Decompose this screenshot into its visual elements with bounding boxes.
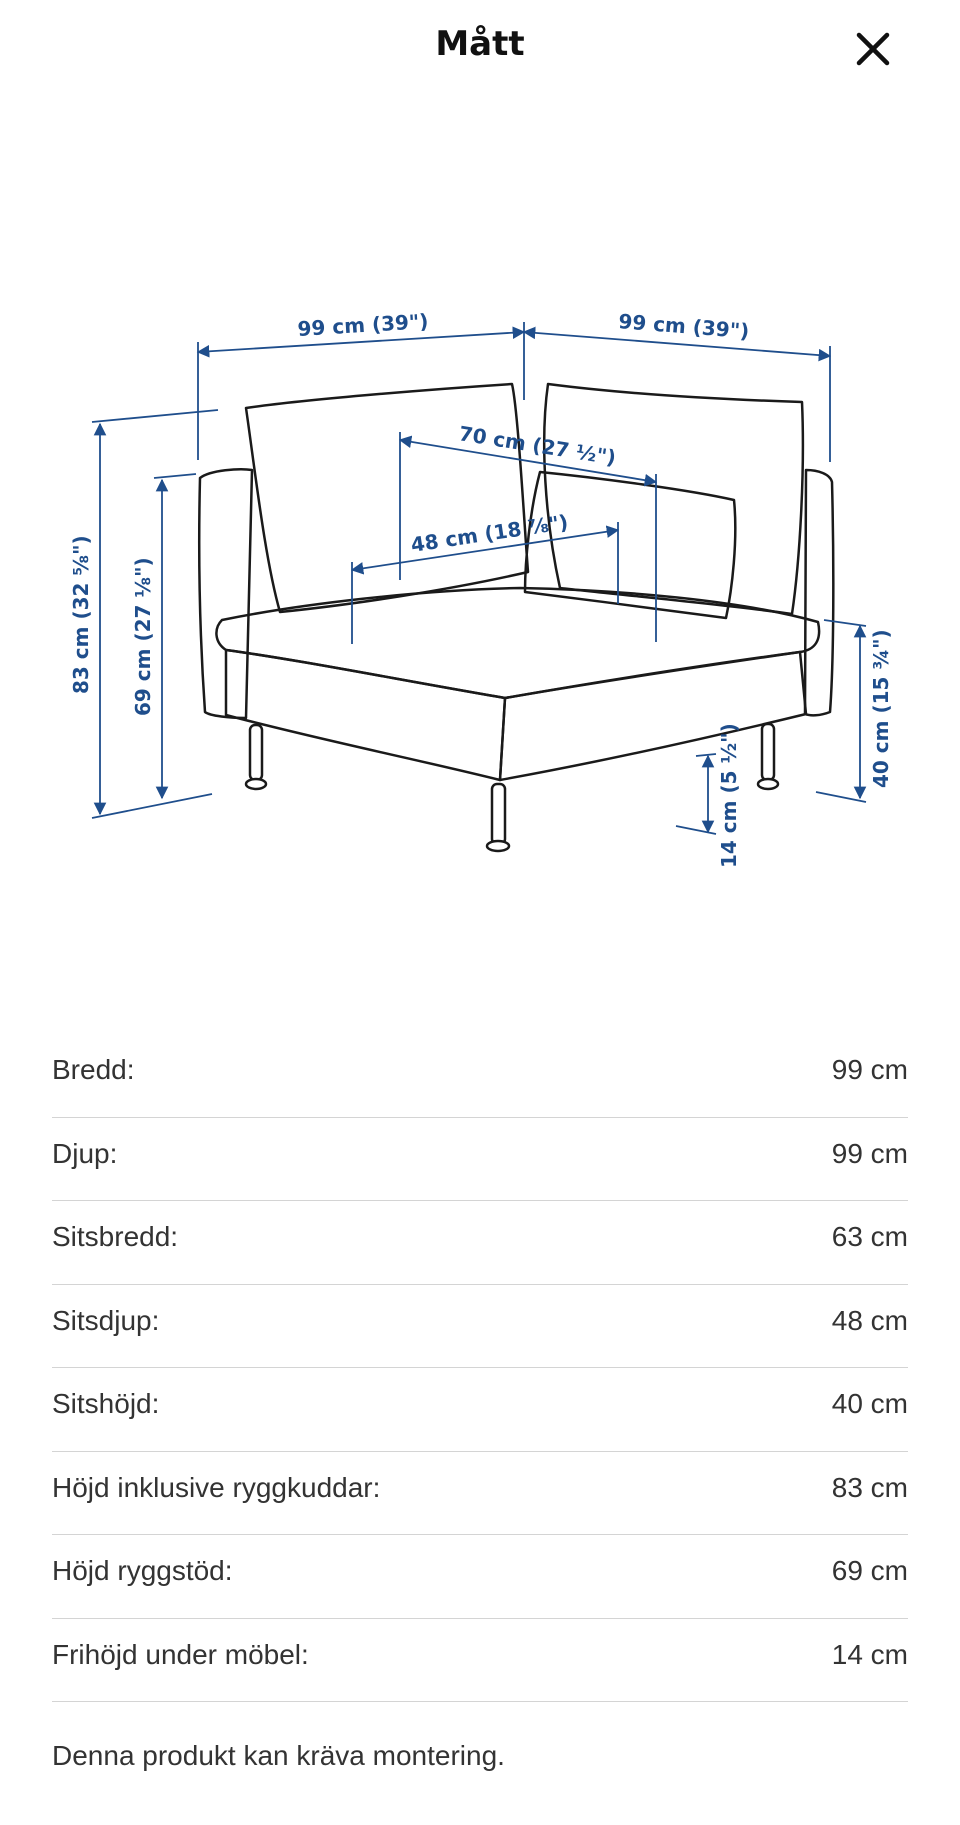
spec-row-width [52, 1034, 908, 1118]
base-right [500, 652, 806, 780]
base-front [226, 650, 505, 780]
spec-label: Bredd: [52, 1054, 135, 1085]
back-cushion-left [246, 384, 528, 612]
spec-row-seat-height [52, 1368, 908, 1452]
spec-label: Höjd ryggstöd: [52, 1555, 233, 1586]
spec-label: Sitsdjup: [52, 1304, 160, 1336]
spec-row-height-incl-cushions [52, 1452, 908, 1536]
spec-value: 48 cm [831, 1304, 908, 1336]
height-backrest-label: 69 cm (27 ⅛") [131, 557, 155, 716]
leg-middle [492, 784, 505, 844]
seat-depth-label: 48 cm (18 ⅞") [409, 509, 570, 557]
spec-row-seat-depth [52, 1285, 908, 1369]
dimensions-list [52, 1034, 908, 1702]
leg-right [762, 724, 774, 780]
spec-label: Sitshöjd: [52, 1388, 160, 1419]
spec-label: Djup: [52, 1137, 118, 1169]
spec-value: 83 cm [831, 1471, 908, 1503]
assembly-note: Denna produkt kan kräva montering. [52, 1740, 505, 1771]
depth-label: 99 cm (39") [617, 309, 751, 344]
spec-value: 99 cm [831, 1137, 908, 1169]
seat-height-label: 40 cm (15 ¾") [869, 629, 893, 788]
spec-row-depth [52, 1118, 908, 1202]
page-title: Mått [435, 24, 525, 64]
close-button[interactable] [848, 24, 898, 74]
spec-value: 69 cm [831, 1555, 908, 1586]
clearance-label: 14 cm (5 ½") [717, 723, 741, 868]
close-icon [848, 24, 898, 74]
spec-label: Höjd inklusive ryggkuddar: [52, 1471, 381, 1503]
spec-row-clearance [52, 1619, 908, 1703]
spec-label: Frihöjd under möbel: [52, 1638, 309, 1670]
right-arm [805, 470, 833, 715]
seat-cushion [216, 588, 819, 698]
spec-label: Sitsbredd: [52, 1221, 179, 1252]
dimension-diagram [0, 280, 960, 900]
spec-value: 63 cm [831, 1221, 908, 1252]
seat-width-label: 70 cm (27 ½") [457, 421, 618, 470]
spec-value: 40 cm [831, 1388, 908, 1419]
modal-header [0, 0, 960, 100]
spec-row-seat-width [52, 1201, 908, 1285]
spec-value: 14 cm [831, 1638, 908, 1670]
back-cushion-right [544, 384, 803, 614]
width-label: 99 cm (39") [296, 309, 430, 341]
spec-value: 99 cm [831, 1054, 908, 1085]
leg-left [250, 725, 262, 780]
sofa-corner-illustration [0, 280, 960, 900]
spec-row-backrest-height [52, 1535, 908, 1619]
height-total-label: 83 cm (32 ⅝") [69, 535, 93, 694]
